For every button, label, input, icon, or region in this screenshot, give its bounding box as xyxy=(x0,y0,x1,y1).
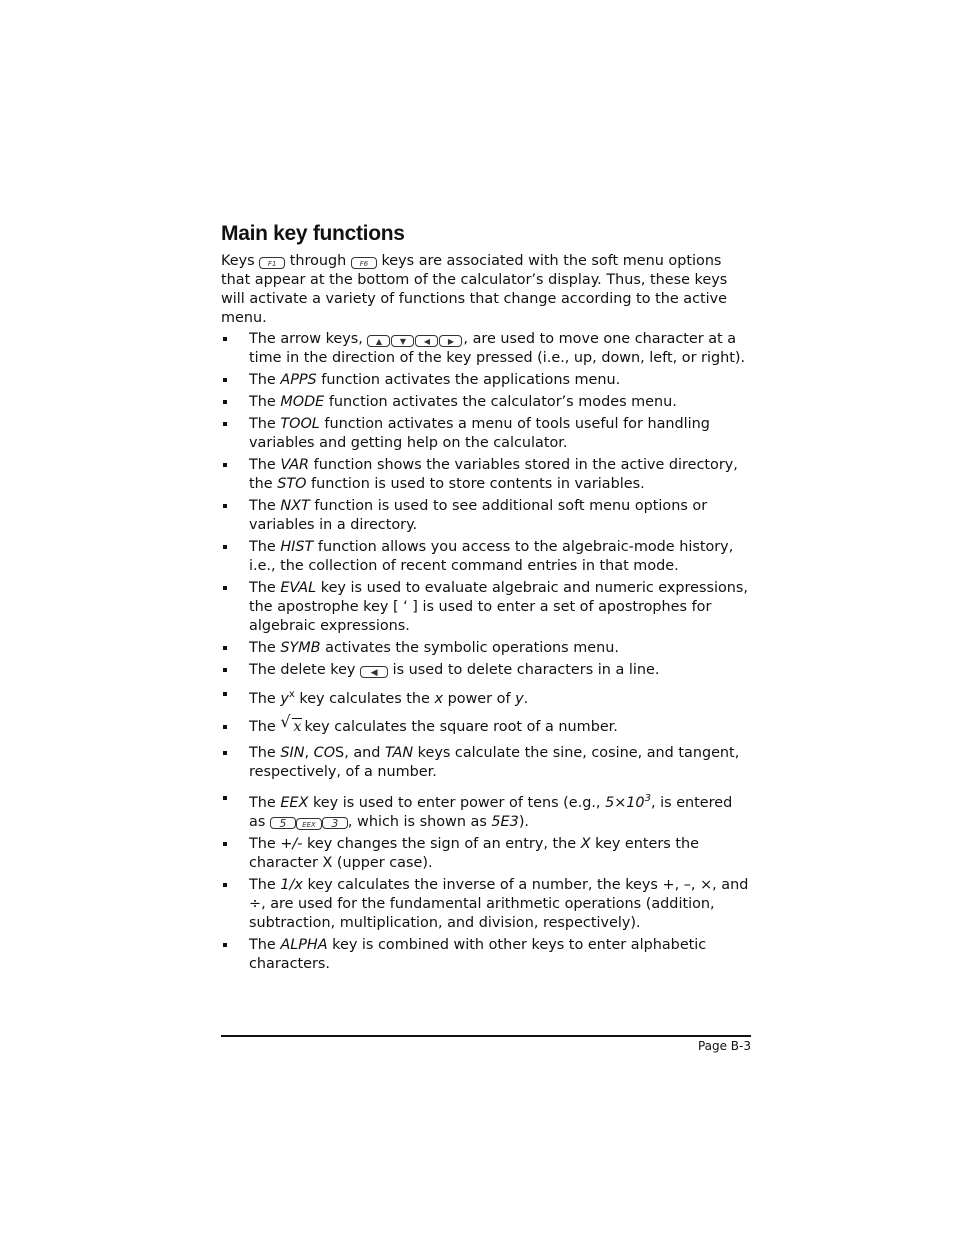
right-arrow-key-icon: ▶ xyxy=(439,335,462,347)
eex-key-icon: EEX xyxy=(296,818,322,830)
bullet-icon xyxy=(223,751,227,755)
list-item-symb: The SYMB activates the symbolic operations menu. xyxy=(221,639,751,658)
bullet-icon xyxy=(223,400,227,404)
bullet-icon xyxy=(223,646,227,650)
intro-rest: keys are associated with the soft menu options that appear at the bottom of the calculator’s display. Thus, these keys will activate a variety of functions that change according to the active menu. xyxy=(221,253,728,326)
key-function-list xyxy=(221,330,751,974)
bullet-icon xyxy=(223,422,227,426)
bullet-icon xyxy=(223,943,227,947)
section-title: Main key functions xyxy=(221,222,405,245)
five-key-icon: 5 xyxy=(270,817,296,829)
list-item-alpha: The ALPHA key is combined with other keys to enter alphabetic characters. xyxy=(221,936,751,974)
list-item-tool: The TOOL function activates a menu of tools useful for handling variables and getting help on the calculator. xyxy=(221,415,751,453)
bullet-icon xyxy=(223,586,227,590)
f6-key-icon: F6 xyxy=(351,257,377,269)
three-key-icon: 3 xyxy=(322,817,348,829)
f1-key-icon: F1 xyxy=(259,257,285,269)
intro-keys-word: Keys xyxy=(221,253,255,269)
delete-key-icon: ◀ xyxy=(360,666,388,678)
up-arrow-key-icon: ▲ xyxy=(367,335,390,347)
footer-rule xyxy=(221,1035,751,1037)
list-item-sign: The +/- key changes the sign of an entry, the X key enters the character X (upper case). xyxy=(221,835,751,873)
list-item-delete: The delete key ◀ is used to delete characters in a line. xyxy=(221,661,751,680)
bullet-icon xyxy=(223,337,227,341)
list-item-nxt: The NXT function is used to see additional soft menu options or variables in a directory. xyxy=(221,497,751,535)
page-number: Page B-3 xyxy=(697,1039,751,1053)
list-item-sqrt: The √ x key calculates the square root of a number. xyxy=(221,718,751,737)
bullet-icon xyxy=(223,668,227,672)
list-item-mode: The MODE function activates the calculator’s modes menu. xyxy=(221,393,751,412)
list-item-apps: The APPS function activates the applications menu. xyxy=(221,371,751,390)
list-item-eex: The EEX key is used to enter power of tens (e.g., $5\times 10^3$, is entered as 5 EEX 3 , which is shown as 5E3). xyxy=(221,789,751,832)
down-arrow-key-icon: ▼ xyxy=(391,335,414,347)
bullet-icon xyxy=(223,545,227,549)
bullet-icon xyxy=(223,883,227,887)
bullet-icon xyxy=(223,796,227,800)
sqrt-symbol-icon: √ x xyxy=(280,712,302,735)
list-item-eval: The EVAL key is used to evaluate algebraic and numeric expressions, the apostrophe key [ ‘ ] is used to enter a set of apostrophes for algebraic expressions. xyxy=(221,579,751,636)
bullet-icon xyxy=(223,504,227,508)
bullet-icon xyxy=(223,463,227,467)
bullet-icon xyxy=(223,725,227,729)
list-item-yx: The $y^x$ key calculates the x power of y. xyxy=(221,685,751,709)
list-item-arrow-keys: The arrow keys, ▲ ▼ ◀ ▶ , are used to move one character at a time in the direction of the key pressed (i.e., up, down, left, or right). xyxy=(221,330,751,368)
list-item-hist: The HIST function allows you access to the algebraic-mode history, i.e., the collection of recent command entries in that mode. xyxy=(221,538,751,576)
left-arrow-key-icon: ◀ xyxy=(415,335,438,347)
list-item-inverse: The 1/x key calculates the inverse of a number, the keys +, –, ×, and ÷, are used for the fundamental arithmetic operations (addition, subtraction, multiplication, and division, respectively). xyxy=(221,876,751,933)
list-item-trig: The SIN, COS, and TAN keys calculate the sine, cosine, and tangent, respectively, of a number. xyxy=(221,744,751,782)
page-content xyxy=(221,222,751,977)
bullet-icon xyxy=(223,378,227,382)
list-item-var: The VAR function shows the variables stored in the active directory, the STO function is used to store contents in variables. xyxy=(221,456,751,494)
bullet-icon xyxy=(223,692,227,696)
intro-paragraph xyxy=(221,252,751,328)
bullet-icon xyxy=(223,842,227,846)
intro-through: through xyxy=(289,253,347,269)
